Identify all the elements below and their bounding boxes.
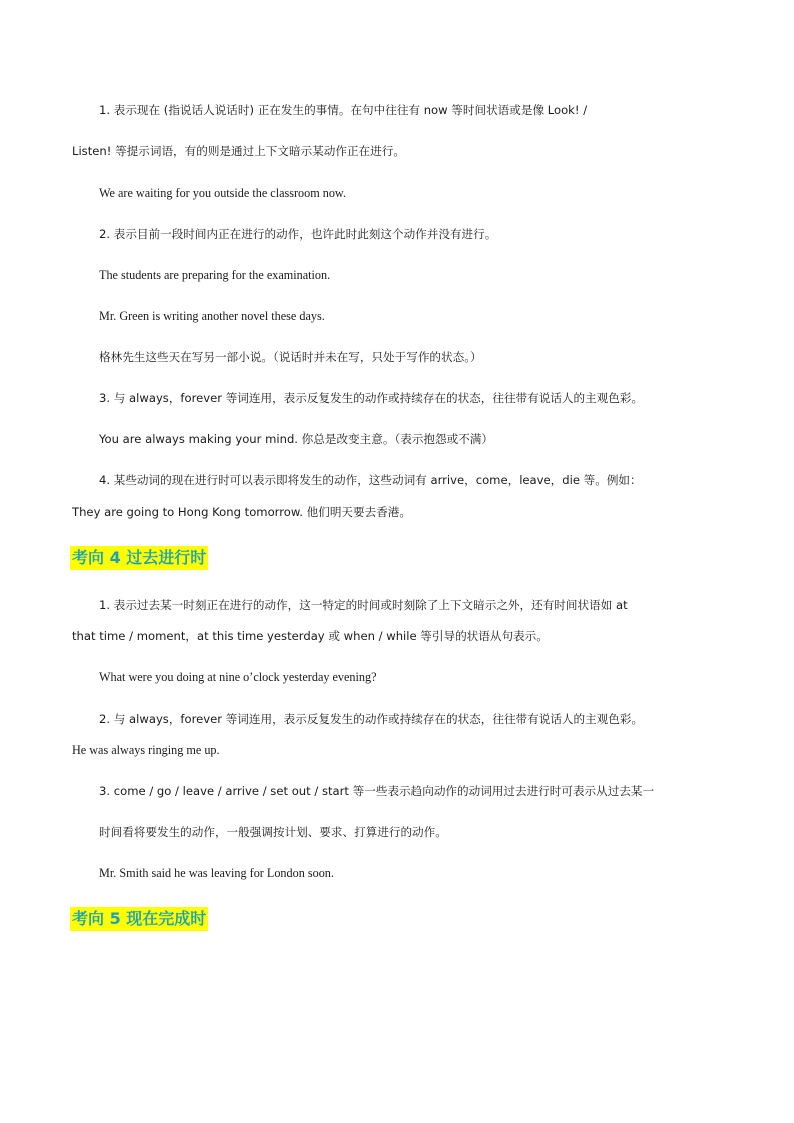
paragraph-line: 3. 与 always，forever 等词连用，表示反复发生的动作或持续存在的状态，往往带有说话人的主观色彩。 bbox=[99, 391, 644, 405]
paragraph-line: 时间看将要发生的动作，一般强调按计划、要求、打算进行的动作。 bbox=[99, 825, 447, 839]
example-sentence: Mr. Smith said he was leaving for London soon. bbox=[99, 866, 334, 880]
translation-line: 格林先生这些天在写另一部小说。（说话时并未在写，只处于写作的状态。） bbox=[99, 350, 482, 364]
paragraph-line: 1. 表示现在 (指说话人说话时) 正在发生的事情。在句中往往有 now 等时间状语或是像 Look! / bbox=[99, 103, 588, 117]
paragraph-line: 2. 与 always，forever 等词连用，表示反复发生的动作或持续存在的状态，往往带有说话人的主观色彩。 bbox=[99, 712, 644, 726]
section-heading: 考向 4 过去进行时 bbox=[70, 546, 208, 570]
example-sentence: The students are preparing for the examination. bbox=[99, 268, 331, 282]
section-heading: 考向 5 现在完成时 bbox=[70, 907, 208, 931]
paragraph-line: 4. 某些动词的现在进行时可以表示即将发生的动作，这些动词有 arrive，come，leave，die 等。例如： bbox=[99, 473, 642, 487]
example-sentence: He was always ringing me up. bbox=[72, 743, 220, 757]
example-sentence: They are going to Hong Kong tomorrow. 他们明天要去香港。 bbox=[72, 505, 411, 519]
paragraph-line: 1. 表示过去某一时刻正在进行的动作，这一特定的时间或时刻除了上下文暗示之外，还有时间状语如 at bbox=[99, 598, 628, 612]
paragraph-line: that time / moment，at this time yesterday 或 when / while 等引导的状语从句表示。 bbox=[72, 629, 548, 643]
paragraph-line: Listen! 等提示词语，有的则是通过上下文暗示某动作正在进行。 bbox=[72, 144, 405, 158]
example-sentence: We are waiting for you outside the classroom now. bbox=[99, 186, 346, 200]
paragraph-line: 3. come / go / leave / arrive / set out / start 等一些表示趋向动作的动词用过去进行时可表示从过去某一 bbox=[99, 784, 655, 798]
paragraph-line: 2. 表示目前一段时间内正在进行的动作，也许此时此刻这个动作并没有进行。 bbox=[99, 227, 497, 241]
example-sentence: You are always making your mind. 你总是改变主意。（表示抱怨或不满） bbox=[99, 432, 493, 446]
example-sentence: What were you doing at nine o’clock yesterday evening? bbox=[99, 670, 377, 684]
example-sentence: Mr. Green is writing another novel these days. bbox=[99, 309, 325, 323]
